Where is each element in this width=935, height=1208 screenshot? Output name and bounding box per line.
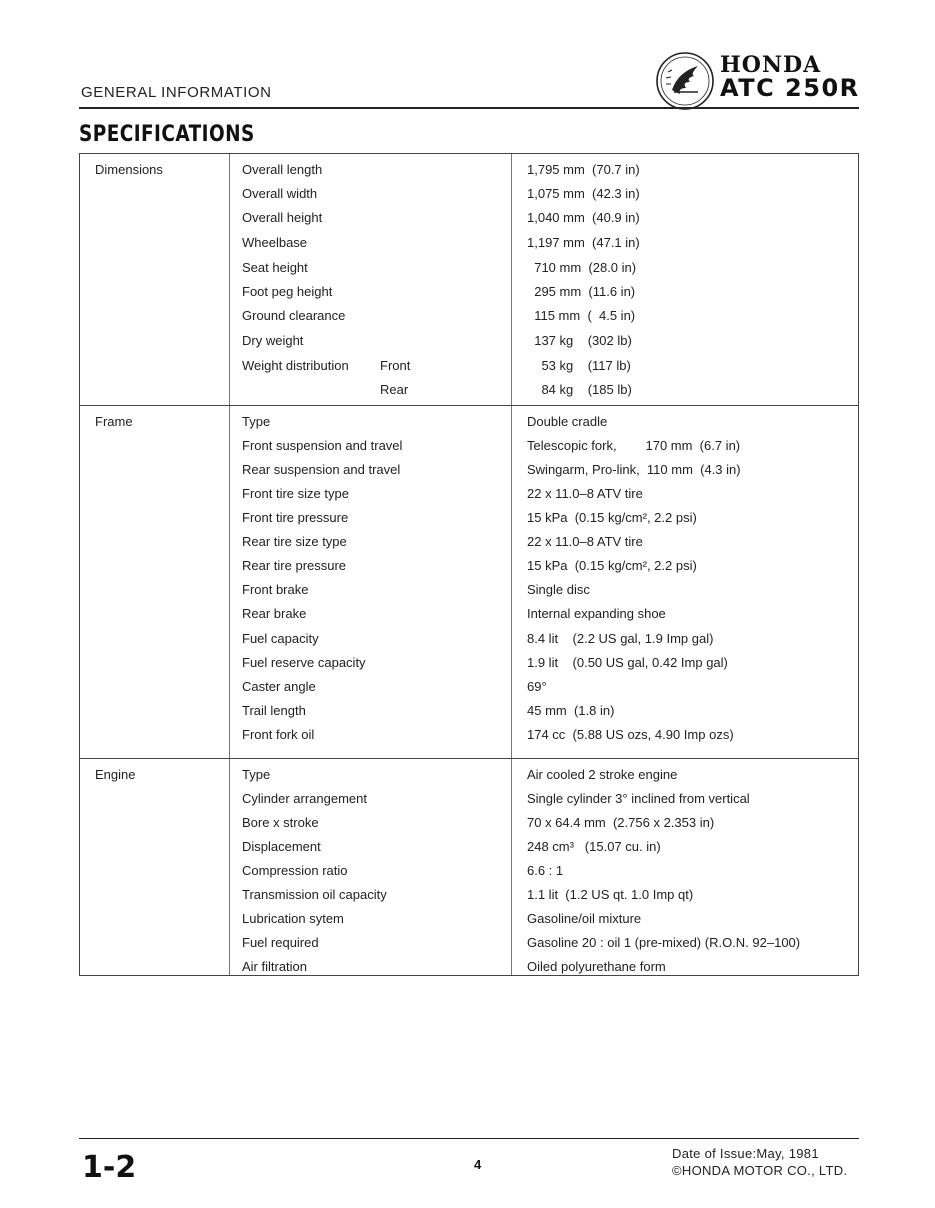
spec-value: 15 kPa (0.15 kg/cm², 2.2 psi)	[527, 510, 697, 525]
spec-group-frame	[80, 405, 858, 758]
spec-value: 84 kg (185 lb)	[527, 382, 632, 397]
spec-value: 1,795 mm (70.7 in)	[527, 162, 640, 177]
table-row	[80, 815, 858, 839]
page-heading: SPECIFICATIONS	[79, 122, 255, 147]
spec-label: Caster angle	[242, 679, 316, 694]
spec-label: Fuel reserve capacity	[242, 655, 366, 670]
spec-value: 174 cc (5.88 US ozs, 4.90 Imp ozs)	[527, 727, 734, 742]
spec-value: Single disc	[527, 582, 590, 597]
spec-label: Weight distribution	[242, 358, 349, 373]
spec-label: Air filtration	[242, 959, 308, 974]
table-row	[80, 284, 858, 308]
spec-label: Rear brake	[242, 606, 307, 621]
spec-value: 115 mm ( 4.5 in)	[527, 308, 636, 323]
table-row	[80, 186, 858, 210]
spec-value: 53 kg (117 lb)	[527, 358, 631, 373]
spec-label: Front tire size type	[242, 486, 349, 501]
spec-label: Cylinder arrangement	[242, 791, 368, 806]
table-row	[80, 679, 858, 703]
table-row	[80, 235, 858, 259]
model-name: ATC 250R	[720, 74, 860, 102]
table-row	[80, 863, 858, 887]
sheet-number: 4	[474, 1157, 482, 1172]
table-row	[80, 703, 858, 727]
spec-label: Seat height	[242, 260, 308, 275]
spec-label: Front suspension and travel	[242, 438, 403, 453]
spec-value: 1.9 lit (0.50 US gal, 0.42 Imp gal)	[527, 655, 728, 670]
table-row	[80, 162, 858, 186]
brand-name: HONDA	[720, 52, 822, 78]
spec-label: Transmission oil capacity	[242, 887, 387, 902]
spec-value: 22 x 11.0–8 ATV tire	[527, 534, 643, 549]
table-row	[80, 382, 858, 406]
table-row	[80, 887, 858, 911]
table-row	[80, 631, 858, 655]
table-row	[80, 935, 858, 959]
section-title: GENERAL INFORMATION	[81, 84, 272, 101]
spec-value: 70 x 64.4 mm (2.756 x 2.353 in)	[527, 815, 715, 830]
spec-value: 1,075 mm (42.3 in)	[527, 186, 640, 201]
table-row	[80, 558, 858, 582]
table-row	[80, 959, 858, 983]
spec-label: Type	[242, 414, 271, 429]
table-row	[80, 510, 858, 534]
table-row	[80, 358, 858, 382]
specifications-table	[79, 153, 859, 976]
spec-value: 45 mm (1.8 in)	[527, 703, 615, 718]
spec-value: Internal expanding shoe	[527, 606, 666, 621]
group-label: Frame	[95, 414, 133, 429]
header-rule	[79, 107, 859, 109]
table-row	[80, 582, 858, 606]
spec-label: Rear tire pressure	[242, 558, 347, 573]
spec-group-engine	[80, 758, 858, 975]
table-row	[80, 911, 858, 935]
table-row	[80, 462, 858, 486]
spec-label: Trail length	[242, 703, 306, 718]
spec-value: Air cooled 2 stroke engine	[527, 767, 678, 782]
spec-value: Single cylinder 3° inclined from vertical	[527, 791, 750, 806]
table-row	[80, 534, 858, 558]
honda-wing-emblem-icon	[654, 50, 716, 112]
spec-value: Gasoline 20 : oil 1 (pre-mixed) (R.O.N. 92–100)	[527, 935, 801, 950]
spec-value: 137 kg (302 lb)	[527, 333, 632, 348]
spec-label: Type	[242, 767, 271, 782]
spec-label: Compression ratio	[242, 863, 348, 878]
spec-sublabel: Front	[380, 358, 411, 373]
copyright-notice: ©HONDA MOTOR CO., LTD.	[672, 1163, 848, 1178]
spec-label: Lubrication sytem	[242, 911, 344, 926]
table-row	[80, 727, 858, 751]
spec-label: Rear suspension and travel	[242, 462, 401, 477]
spec-label: Displacement	[242, 839, 321, 854]
footer-rule	[79, 1138, 859, 1139]
table-row	[80, 791, 858, 815]
spec-label: Front fork oil	[242, 727, 315, 742]
spec-label: Overall width	[242, 186, 318, 201]
table-row	[80, 839, 858, 863]
spec-label: Overall length	[242, 162, 323, 177]
spec-label: Front tire pressure	[242, 510, 349, 525]
spec-value: Oiled polyurethane form	[527, 959, 666, 974]
spec-label: Foot peg height	[242, 284, 333, 299]
spec-value: Telescopic fork, 170 mm (6.7 in)	[527, 438, 741, 453]
spec-label: Bore x stroke	[242, 815, 319, 830]
spec-label: Wheelbase	[242, 235, 308, 250]
spec-group-dimensions	[80, 154, 858, 405]
spec-value: 710 mm (28.0 in)	[527, 260, 637, 275]
spec-label: Fuel required	[242, 935, 319, 950]
table-row	[80, 438, 858, 462]
spec-value: Swingarm, Pro-link, 110 mm (4.3 in)	[527, 462, 741, 477]
spec-value: 6.6 : 1	[527, 863, 564, 878]
spec-value: Double cradle	[527, 414, 608, 429]
issue-date: Date of Issue:May, 1981	[672, 1146, 819, 1161]
spec-sublabel: Rear	[380, 382, 409, 397]
spec-label: Overall height	[242, 210, 323, 225]
spec-value: 8.4 lit (2.2 US gal, 1.9 Imp gal)	[527, 631, 714, 646]
table-row	[80, 414, 858, 438]
table-row	[80, 486, 858, 510]
group-label: Dimensions	[95, 162, 163, 177]
page-number: 1-2	[82, 1150, 137, 1185]
spec-value: 295 mm (11.6 in)	[527, 284, 636, 299]
table-row	[80, 333, 858, 357]
spec-value: Gasoline/oil mixture	[527, 911, 642, 926]
spec-value: 22 x 11.0–8 ATV tire	[527, 486, 643, 501]
spec-label: Ground clearance	[242, 308, 346, 323]
spec-value: 1.1 lit (1.2 US qt. 1.0 Imp qt)	[527, 887, 694, 902]
spec-label: Dry weight	[242, 333, 304, 348]
table-row	[80, 210, 858, 234]
table-row	[80, 260, 858, 284]
table-row	[80, 308, 858, 332]
spec-value: 1,040 mm (40.9 in)	[527, 210, 640, 225]
spec-label: Rear tire size type	[242, 534, 347, 549]
spec-value: 69°	[527, 679, 547, 694]
spec-label: Front brake	[242, 582, 309, 597]
spec-value: 1,197 mm (47.1 in)	[527, 235, 640, 250]
table-row	[80, 767, 858, 791]
table-row	[80, 606, 858, 630]
group-label: Engine	[95, 767, 136, 782]
spec-value: 15 kPa (0.15 kg/cm², 2.2 psi)	[527, 558, 697, 573]
spec-label: Fuel capacity	[242, 631, 319, 646]
table-row	[80, 655, 858, 679]
spec-value: 248 cm³ (15.07 cu. in)	[527, 839, 661, 854]
